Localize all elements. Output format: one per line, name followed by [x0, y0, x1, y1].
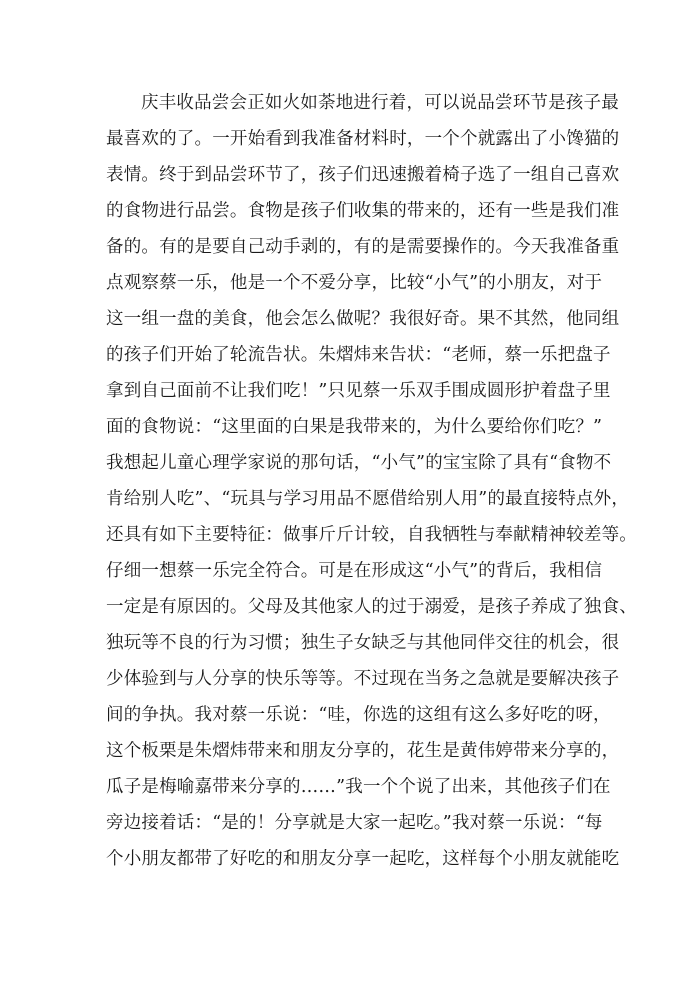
- paragraph-line: 面的食物说：“这里面的白果是我带来的，为什么要给你们吃？”: [106, 417, 603, 437]
- paragraph-line: 旁边接着话：“是的！分享就是大家一起吃。”我对蔡一乐说：“每: [106, 813, 603, 833]
- paragraph-line: 我想起儿童心理学家说的那句话，“小气”的宝宝除了具有“食物不: [106, 453, 612, 473]
- paragraph-line: 的食物进行品尝。食物是孩子们收集的带来的，还有一些是我们准: [106, 201, 620, 221]
- paragraph-line: 表情。终于到品尝环节了，孩子们迅速搬着椅子选了一组自己喜欢: [106, 165, 620, 185]
- paragraph-line: 独玩等不良的行为习惯；独生子女缺乏与其他同伴交往的机会，很: [106, 633, 620, 653]
- paragraph-line: 仔细一想蔡一乐完全符合。可是在形成这“小气”的背后，我相信: [106, 561, 603, 581]
- paragraph-line: 点观察蔡一乐，他是一个不爱分享，比较“小气”的小朋友，对于: [106, 273, 603, 293]
- paragraph-line: 最喜欢的了。一开始看到我准备材料时，一个个就露出了小馋猫的: [106, 129, 620, 149]
- paragraph-line: 的孩子们开始了轮流告状。朱熠炜来告状：“老师，蔡一乐把盘子: [106, 345, 611, 365]
- paragraph-line: 个小朋友都带了好吃的和朋友分享一起吃，这样每个小朋友就能吃: [106, 849, 620, 869]
- paragraph-line: 肯给别人吃”、“玩具与学习用品不愿借给别人用”的最直接特点外，: [106, 489, 630, 509]
- paragraph-line: 间的争执。我对蔡一乐说：“哇，你选的这组有这么多好吃的呀，: [106, 705, 611, 725]
- paragraph-line: 备的。有的是要自己动手剥的，有的是需要操作的。今天我准备重: [106, 237, 620, 257]
- paragraph-line: 拿到自己面前不让我们吃！”只见蔡一乐双手围成圆形护着盘子里: [106, 381, 611, 401]
- paragraph-line: 这个板栗是朱熠炜带来和朋友分享的，花生是黄伟婷带来分享的，: [106, 741, 620, 761]
- paragraph-line: 这一组一盘的美食，他会怎么做呢？我很好奇。果不其然，他同组: [106, 309, 620, 329]
- paragraph-line: 少体验到与人分享的快乐等等。不过现在当务之急就是要解决孩子: [106, 669, 620, 689]
- paragraph-line: 瓜子是梅喻嘉带来分享的……”我一个个说了出来，其他孩子们在: [106, 777, 611, 797]
- paragraph-line: 还具有如下主要特征：做事斤斤计较，自我牺牲与奉献精神较差等。: [106, 525, 637, 545]
- paragraph-line: 庆丰收品尝会正如火如荼地进行着，可以说品尝环节是孩子最: [141, 93, 619, 113]
- paragraph-line: 一定是有原因的。父母及其他家人的过于溺爱，是孩子养成了独食、: [106, 597, 637, 617]
